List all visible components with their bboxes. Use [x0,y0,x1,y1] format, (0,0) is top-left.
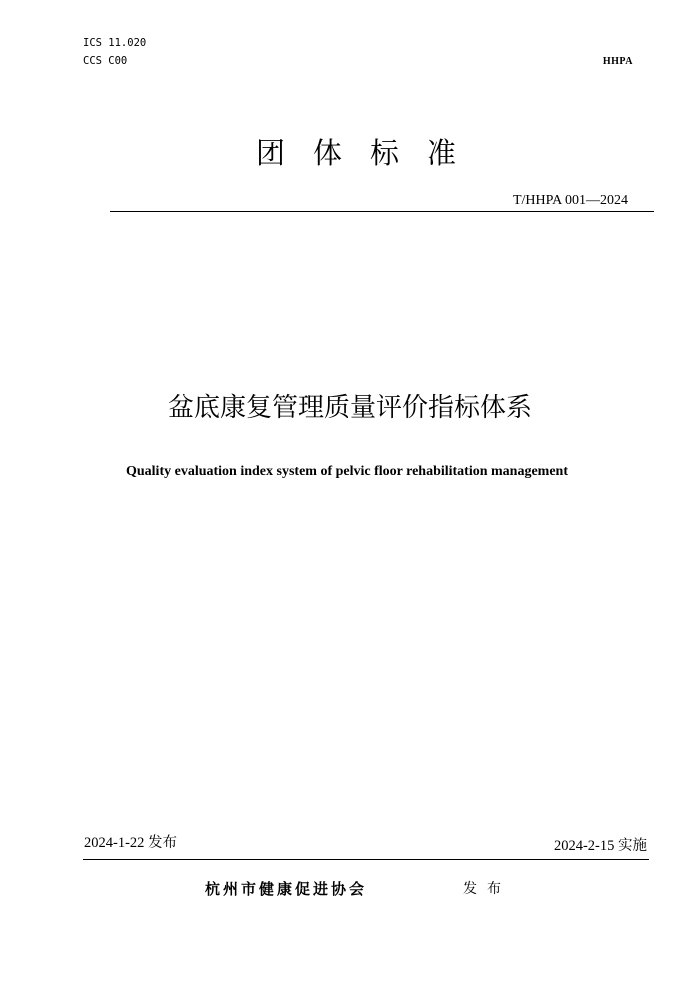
publish-label: 发布 [463,881,511,897]
publisher-name: 杭州市健康促进协会 [205,880,368,898]
document-title-chinese: 盆底康复管理质量评价指标体系 [167,393,532,423]
standard-number: T/HHPA 001—2024 [512,193,628,208]
header-divider [110,211,654,212]
organization-code: HHPA [602,56,633,67]
ics-code: ICS 11.020 [83,37,147,49]
document-title-english: Quality evaluation index system of pelvic floor rehabilitation management [125,464,569,479]
implementation-date: 2024-2-15 实施 [553,838,647,854]
issue-date: 2024-1-22 发布 [84,835,178,851]
ccs-code: CCS C00 [83,55,128,67]
footer-divider [83,859,649,860]
standard-type-heading: 团体标准 [255,136,484,170]
